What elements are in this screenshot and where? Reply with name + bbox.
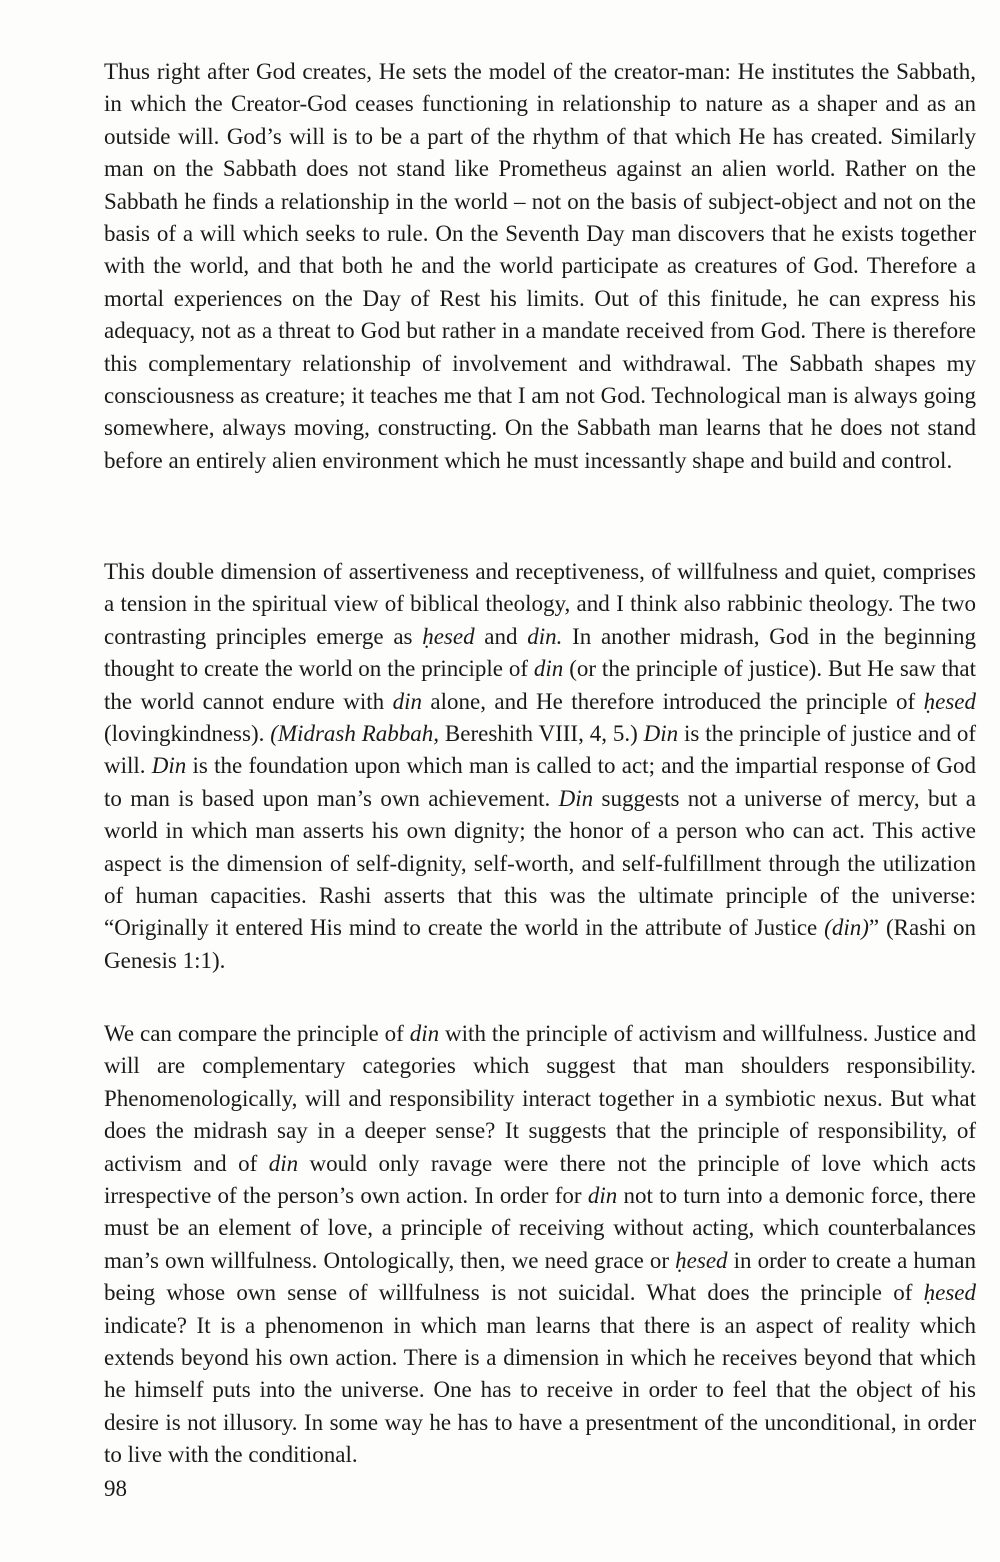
italic-term: (Midrash Rabbah, [270,721,440,747]
page-number: 98 [104,1476,127,1501]
italic-term: din [409,1021,440,1046]
text-run: is the foundation upon which man is called to act; and the impartial response of God to man is based upon man’s own achievement. [104,753,977,811]
text-run: In another midrash, God in the beginning thought to create the world on the principle of [104,623,976,682]
italic-term: din [533,656,564,682]
text-run: (lovingkindness). [104,721,271,747]
text-run: indicate? It is a phenomenon in which man learns that there is an aspect of reality which extends beyond his own action. There is a dimension in which he receives beyond that which he himself puts into the universe. One has to receive in order to feel that the object of his desire is not illusory. In some way he has to have a presentment of the unconditional, in order to live with the conditional. [104,1312,976,1468]
text-run: in order to create a human being whose own sense of willfulness is not suicidal. What does the principle of [104,1247,976,1306]
text-run: (or the principle of justice). But He saw that the world cannot endure with [104,656,976,714]
paragraph-sabbath [104,56,976,477]
italic-term: din. [527,623,563,649]
text-run: Thus right after God creates, He sets the model of the creator-man: He institutes the Sabbath, in which the Creator-God ceases functioning in relationship to nature as a shaper and as an outside will. God’s will is to be a part of the rhythm of that which He has created. Similarly man on the Sabbath does not stand like Prometheus against an alien world. Rather on the Sabbath he finds a relationship in the world – not on the basis of subject-object and not on the basis of a will which seeks to rule. On the Seventh Day man discovers that he exists together with the world, and that both he and the world participate as creatures of God. Therefore a mortal experiences on the Day of Rest his limits. Out of this finitude, he can express his adequacy, not as a threat to God but rather in a mandate received from God. There is therefore this complementary relationship of involvement and withdrawal. The Sabbath shapes my consciousness as creature; it teaches me that I am not God. Technological man is always going somewhere, always moving, constructing. On the Sabbath man learns that he does not stand before an entirely alien environment which he must incessantly shape and build and control. [104,59,976,473]
text-run: is the principle of justice and of will. [104,721,976,779]
italic-term: Din [643,721,679,747]
italic-term: din [268,1150,299,1176]
italic-term: Din [151,753,187,779]
italic-term: din [587,1183,618,1209]
text-run: This double dimension of assertiveness and receptiveness, of willfulness and quiet, comprises a tension in the spiritual view of biblical theology, and I think also rabbinic theology. The two contrasting principles emerge as [104,559,976,649]
text-run: would only ravage were there not the principle of love which acts irrespective of the person’s own action. In order for [104,1150,976,1209]
italic-term: ḥesed [923,688,976,714]
text-run: alone, and He therefore introduced the principle of [421,688,924,714]
italic-term: Din [558,785,594,811]
paragraph-hesed-and-din [104,556,976,977]
text-run: suggests not a universe of mercy, but a world in which man asserts his own dignity; the honor of a person who can act. This active aspect is the dimension of self-dignity, self-worth, and self-fulfillment through the utilization of human capacities. Rashi asserts that this was the ultimate principle of the universe: “Originally it entered His mind to create the world in the attribute of Justice [104,785,976,941]
italic-term: (din) [824,915,869,941]
paragraph-activism-and-love [104,1018,976,1472]
text-run: We can compare the principle of [104,1021,410,1046]
text-run: Bereshith VIII, 4, 5.) [439,721,644,747]
text-run: and [474,623,528,649]
text-run: not to turn into a demonic force, there must be an element of love, a principle of receiving without acting, which counterbalances man’s own willfulness. Ontologically, then, we need grace or [104,1183,976,1273]
text-run: ” (Rashi on Genesis 1:1). [104,915,976,973]
italic-term: ḥesed [923,1280,976,1306]
italic-term: ḥesed [675,1247,728,1273]
text-run: with the principle of activism and willfulness. Justice and will are complementary categories which suggest that man shoulders responsibility. Phenomenologically, will and responsibility interact together in a symbiotic nexus. But what does the midrash say in a deeper sense? It suggests that the principle of responsibility, of activism and of [104,1021,976,1176]
italic-term: ḥesed [422,623,475,649]
italic-term: din [392,688,422,714]
